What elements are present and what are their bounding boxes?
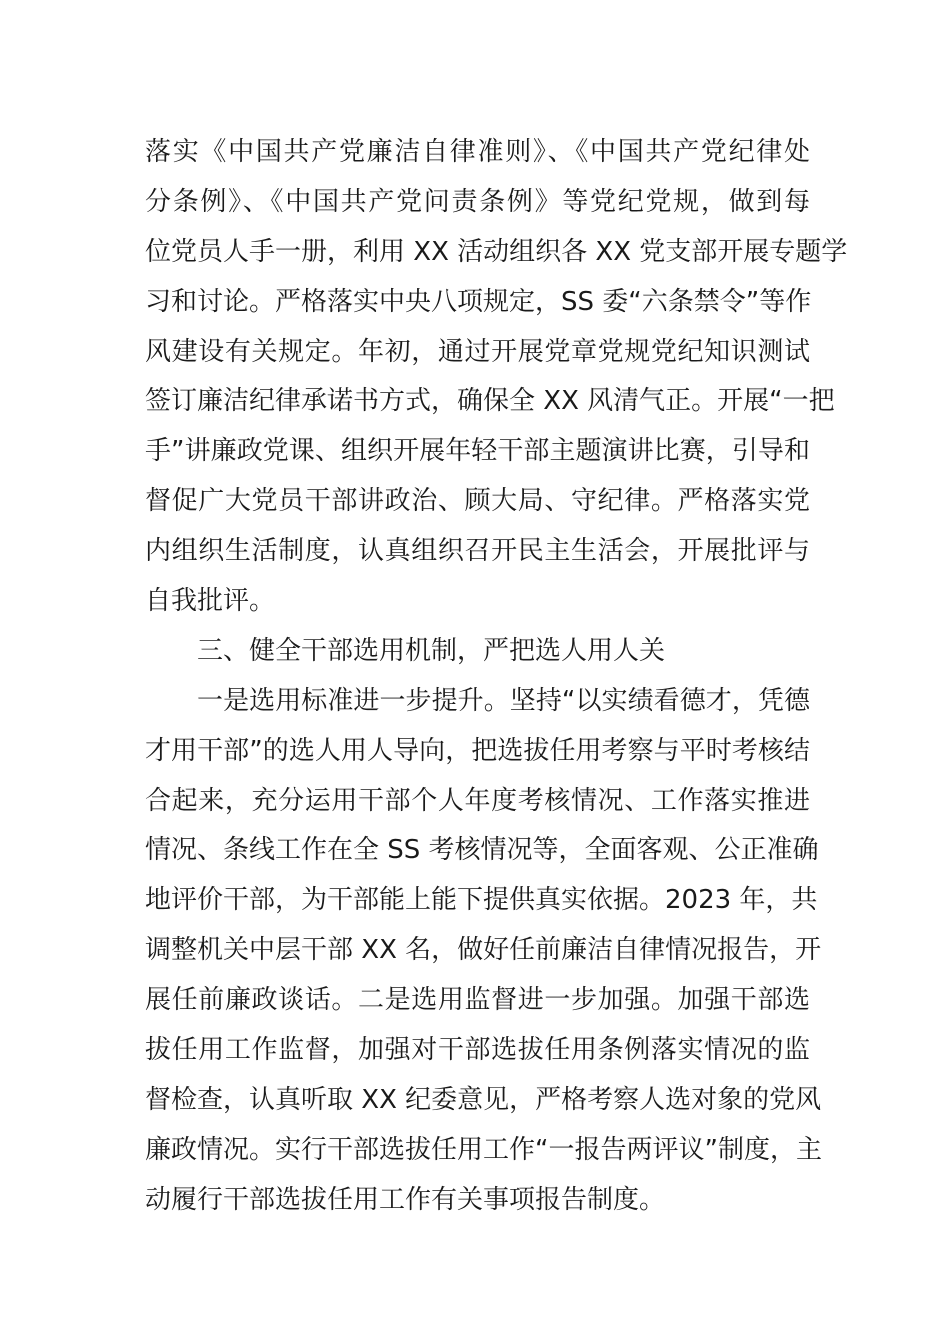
document-body xyxy=(145,128,848,1226)
text-line: 位党员人手一册，利用 XX 活动组织各 XX 党支部开展专题学 xyxy=(145,236,848,267)
text-line: 习和讨论。严格落实中央八项规定，SS 委“六条禁令”等作 xyxy=(145,286,812,317)
text-line: 自我批评。 xyxy=(145,586,276,617)
text-line: 合起来，充分运用干部个人年度考核情况、工作落实推进 xyxy=(145,785,810,816)
text-line: 一是选用标准进一步提升。坚持“以实绩看德才，凭德 xyxy=(197,685,810,716)
text-line: 风建设有关规定。年初，通过开展党章党规党纪知识测试 xyxy=(145,336,810,367)
section-heading: 三、健全干部选用机制，严把选人用人关 xyxy=(197,635,666,666)
text-line: 督检查，认真听取 XX 纪委意见，严格考察人选对象的党风 xyxy=(145,1084,822,1115)
text-line: 内组织生活制度，认真组织召开民主生活会，开展批评与 xyxy=(145,536,810,567)
text-line: 廉政情况。实行干部选拔任用工作“一报告两评议”制度，主 xyxy=(145,1134,822,1165)
text-line: 手”讲廉政党课、组织开展年轻干部主题演讲比赛，引导和 xyxy=(145,436,810,467)
text-line: 才用干部”的选人用人导向，把选拔任用考察与平时考核结 xyxy=(145,735,810,766)
text-line: 调整机关中层干部 XX 名，做好任前廉洁自律情况报告，开 xyxy=(145,935,822,966)
text-line: 签订廉洁纪律承诺书方式，确保全 XX 风清气正。开展“一把 xyxy=(145,386,835,417)
text-line: 地评价干部，为干部能上能下提供真实依据。2023 年，共 xyxy=(145,885,818,916)
text-line: 分条例》、《中国共产党问责条例》等党纪党规，做到每 xyxy=(145,186,810,217)
text-line: 展任前廉政谈话。二是选用监督进一步加强。加强干部选 xyxy=(145,985,810,1016)
text-line: 拔任用工作监督，加强对干部选拔任用条例落实情况的监 xyxy=(145,1035,810,1066)
text-line: 情况、条线工作在全 SS 考核情况等，全面客观、公正准确 xyxy=(145,835,819,866)
text-line: 动履行干部选拔任用工作有关事项报告制度。 xyxy=(145,1184,666,1215)
text-line: 督促广大党员干部讲政治、顾大局、守纪律。严格落实党 xyxy=(145,486,810,517)
text-line: 落实《中国共产党廉洁自律准则》、《中国共产党纪律处 xyxy=(145,137,810,167)
